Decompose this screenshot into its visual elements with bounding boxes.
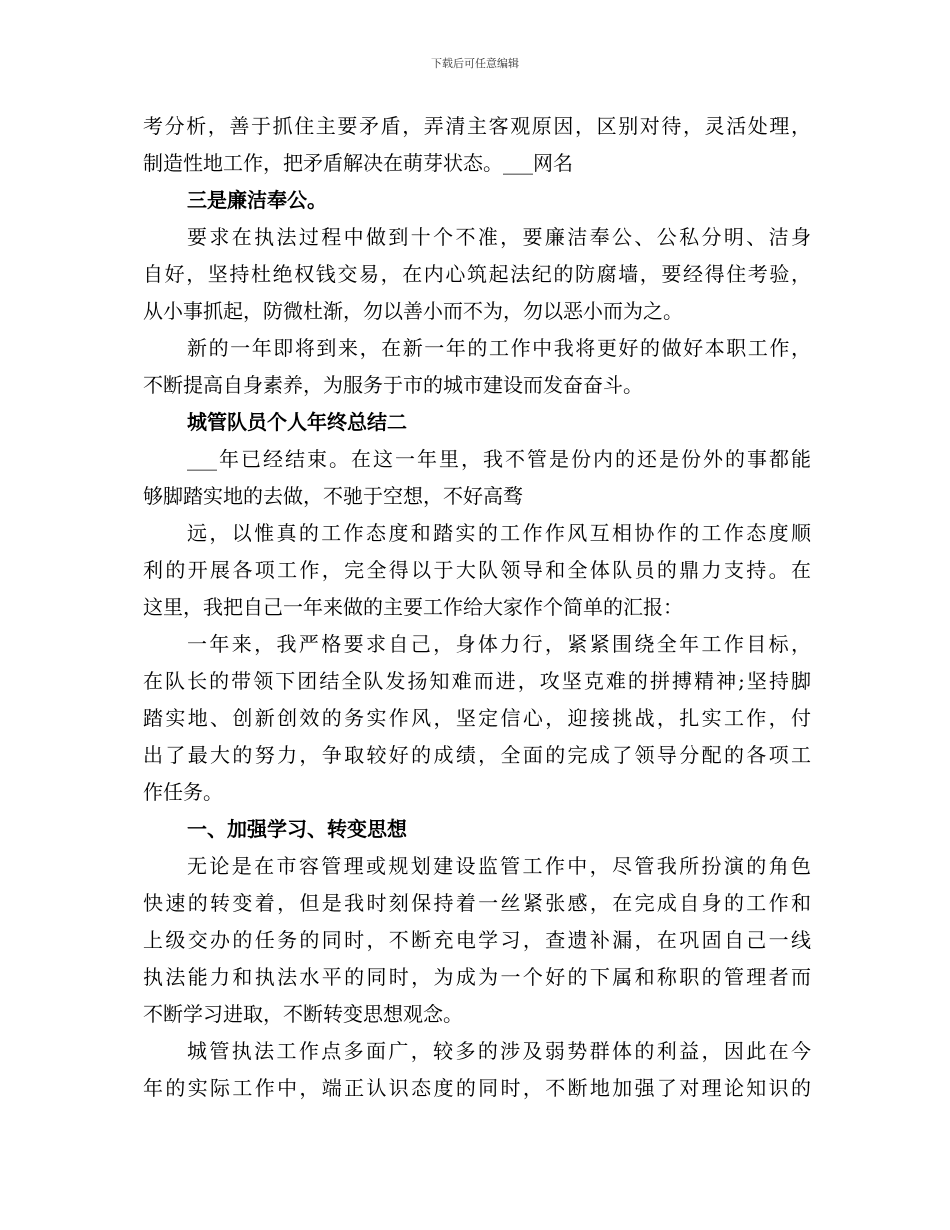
body-line: 新的一年即将到来，在新一年的工作中我将更好的做好本职工作， — [187, 336, 811, 360]
body-line: 城管执法工作点多面广，较多的涉及弱势群体的利益，因此在今 — [187, 1039, 811, 1063]
body-line: 踏实地、创新创效的务实作风，坚定信心，迎接挑战，扎实工作，付 — [143, 706, 811, 730]
body-line: 年的实际工作中，端正认识态度的同时，不断地加强了对理论知识的 — [143, 1076, 811, 1100]
body-line: 快速的转变着，但是我时刻保持着一丝紧张感，在完成自身的工作和 — [143, 891, 811, 915]
body-line: 执法能力和执法水平的同时，为成为一个好的下属和称职的管理者而 — [143, 965, 811, 989]
body-line: 这里，我把自己一年来做的主要工作给大家作个简单的汇报： — [143, 595, 683, 619]
body-line: 一年来，我严格要求自己，身体力行，紧紧围绕全年工作目标， — [187, 632, 811, 656]
body-line: 在队长的带领下团结全队发扬知难而进，攻坚克难的拼搏精神;坚持脚 — [143, 669, 811, 693]
section-heading: 城管队员个人年终总结二 — [187, 410, 407, 434]
section-heading: 三是廉洁奉公。 — [187, 188, 327, 212]
document-body — [143, 108, 811, 1107]
body-line: 上级交办的任务的同时，不断充电学习，查遗补漏，在巩固自己一线 — [143, 928, 811, 952]
body-line: 利的开展各项工作，完全得以于大队领导和全体队员的鼎力支持。在 — [143, 558, 811, 582]
page-header-note: 下载后可任意编辑 — [431, 57, 519, 70]
body-line: 作任务。 — [143, 780, 223, 804]
body-line: 够脚踏实地的去做，不驰于空想，不好高骛 — [143, 484, 523, 508]
body-line: 制造性地工作，把矛盾解决在萌芽状态。___网名 — [143, 151, 573, 175]
section-heading: 一、加强学习、转变思想 — [187, 817, 407, 841]
body-line: 自好，坚持杜绝权钱交易，在内心筑起法纪的防腐墙，要经得住考验， — [143, 262, 811, 286]
body-line: 不断提高自身素养，为服务于市的城市建设而发奋奋斗。 — [143, 373, 643, 397]
body-line: 考分析，善于抓住主要矛盾，弄清主客观原因，区别对待，灵活处理， — [143, 114, 811, 138]
body-line: 出了最大的努力，争取较好的成绩，全面的完成了领导分配的各项工 — [143, 743, 811, 767]
body-line: 从小事抓起，防微杜渐，勿以善小而不为，勿以恶小而为之。 — [143, 299, 683, 323]
body-line: 无论是在市容管理或规划建设监管工作中，尽管我所扮演的角色 — [187, 854, 811, 878]
body-line: 要求在执法过程中做到十个不准，要廉洁奉公、公私分明、洁身 — [187, 225, 811, 249]
body-line: ___年已经结束。在这一年里，我不管是份内的还是份外的事都能 — [187, 447, 811, 471]
body-line: 远，以惟真的工作态度和踏实的工作作风互相协作的工作态度顺 — [187, 521, 811, 545]
body-line: 不断学习进取，不断转变思想观念。 — [143, 1002, 463, 1026]
